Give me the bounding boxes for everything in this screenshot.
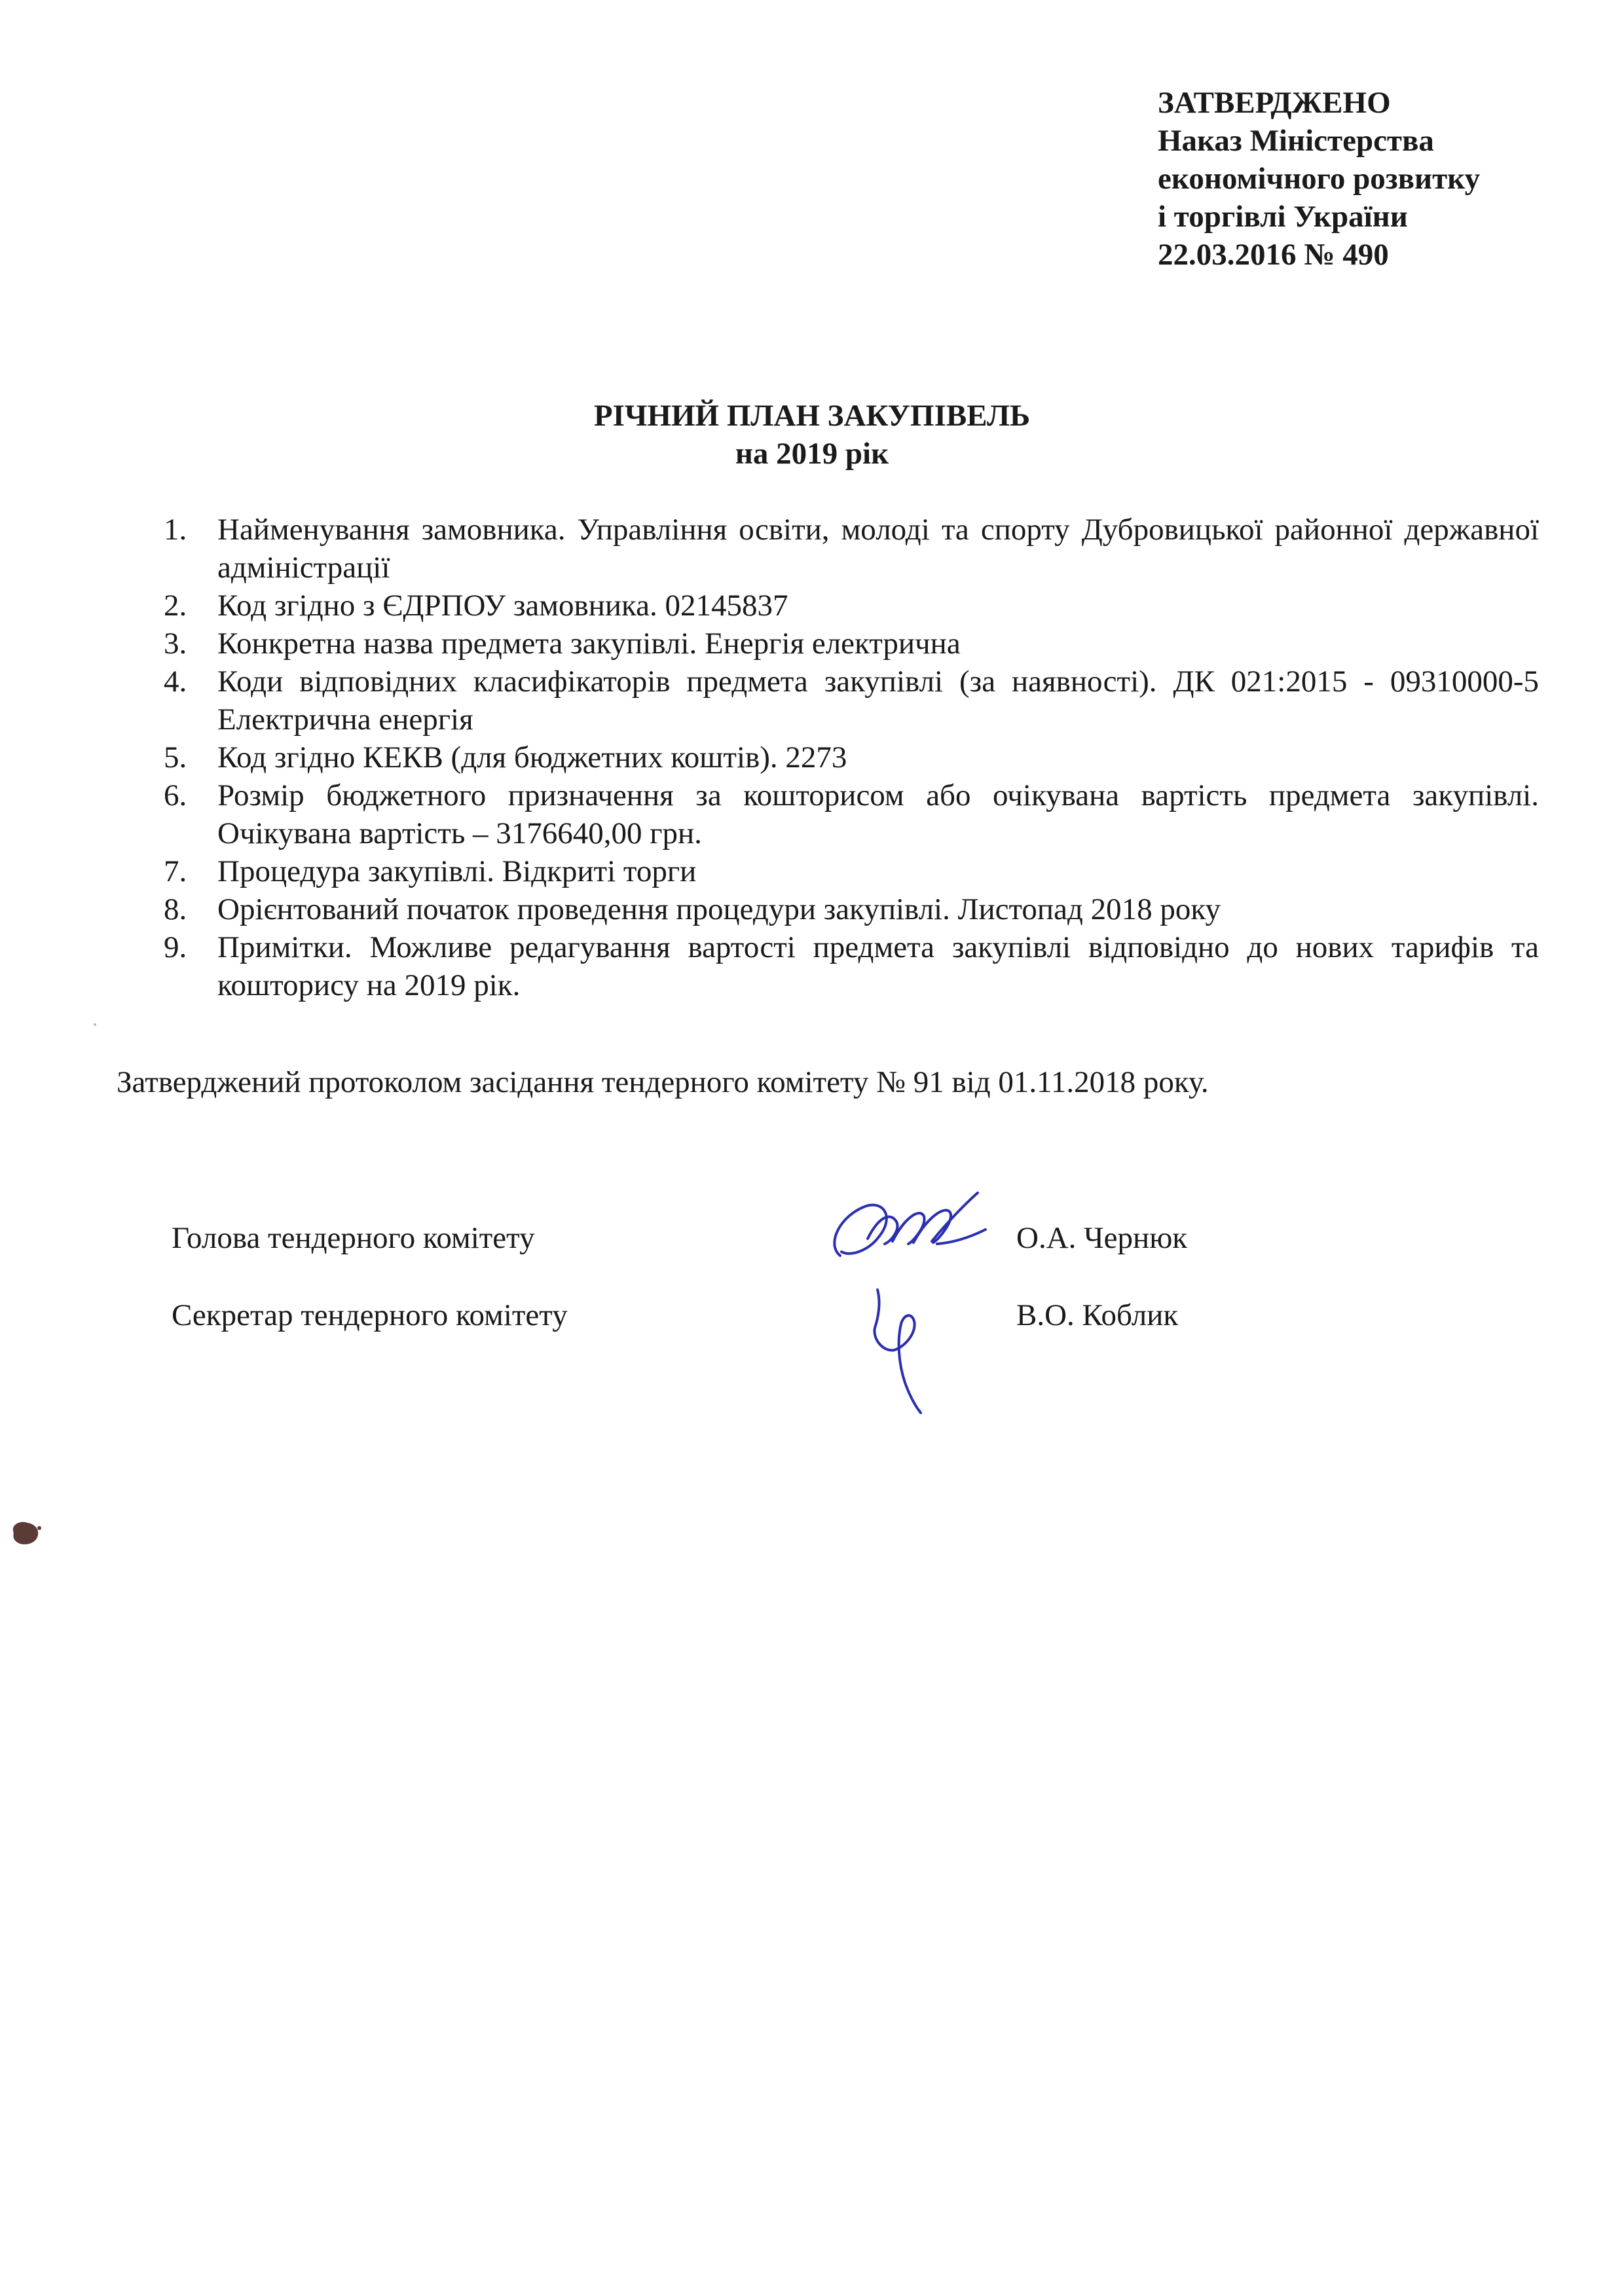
item-text: Коди відповідних класифікаторів предмета закупівлі (за наявності). ДК 021:2015 - 09310000-5 Електрична енергія xyxy=(217,665,1539,737)
item-number: 6. xyxy=(164,778,187,812)
list-item xyxy=(164,852,1539,890)
item-number: 8. xyxy=(164,892,187,926)
plan-items-list xyxy=(164,511,1539,1004)
item-number: 7. xyxy=(164,854,187,888)
item-text: Конкретна назва предмета закупівлі. Енергія електрична xyxy=(217,627,961,661)
item-text: Орієнтований початок проведення процедури закупівлі. Листопад 2018 року xyxy=(217,892,1221,926)
item-number: 4. xyxy=(164,665,187,699)
document-subtitle: на 2019 рік xyxy=(735,437,889,471)
list-item xyxy=(164,928,1539,1004)
item-number: 9. xyxy=(164,930,187,964)
item-number: 1. xyxy=(164,513,187,547)
approval-stamp-block xyxy=(1158,84,1480,274)
list-item xyxy=(164,511,1539,587)
chair-signature xyxy=(822,1178,992,1277)
chair-name: О.А. Чернюк xyxy=(1016,1221,1188,1255)
list-item xyxy=(164,890,1539,928)
item-text: Код згідно з ЄДРПОУ замовника. 02145837 xyxy=(217,589,788,623)
document-title: РІЧНИЙ ПЛАН ЗАКУПІВЕЛЬ xyxy=(593,399,1031,433)
approval-order-line: Наказ Міністерства xyxy=(1158,124,1434,158)
document-title-block xyxy=(0,397,1624,473)
chair-role: Голова тендерного комітету xyxy=(172,1221,535,1255)
approval-ministry-line-2: і торгівлі України xyxy=(1158,200,1408,234)
secretary-name: В.О. Коблик xyxy=(1016,1298,1179,1332)
item-text: Найменування замовника. Управління освіти, молоді та спорту Дубровицької районної державної адміністрації xyxy=(217,513,1539,585)
item-number: 5. xyxy=(164,740,187,774)
approval-ministry-line: економічного розвитку xyxy=(1158,162,1481,196)
secretary-signature xyxy=(858,1285,936,1415)
item-text: Розмір бюджетного призначення за кошторисом або очікувана вартість предмета закупівлі. Очікувана вартість – 3176640,00 грн. xyxy=(217,778,1539,850)
ink-stain-mark xyxy=(8,1518,45,1549)
list-item xyxy=(164,625,1539,663)
item-text: Процедура закупівлі. Відкриті торги xyxy=(217,854,697,888)
approval-date-number: 22.03.2016 № 490 xyxy=(1158,238,1389,272)
item-number: 3. xyxy=(164,627,187,661)
approval-heading: ЗАТВЕРДЖЕНО xyxy=(1158,86,1391,120)
list-item xyxy=(164,738,1539,776)
protocol-statement: Затверджений протоколом засідання тендерного комітету № 91 від 01.11.2018 року. xyxy=(117,1065,1209,1099)
scan-speck-mark xyxy=(92,1021,98,1028)
item-number: 2. xyxy=(164,589,187,623)
list-item xyxy=(164,776,1539,852)
list-item xyxy=(164,587,1539,625)
item-text: Примітки. Можливе редагування вартості предмета закупівлі відповідно до нових тарифів та кошторису на 2019 рік. xyxy=(217,930,1539,1002)
item-text: Код згідно КЕКВ (для бюджетних коштів). 2273 xyxy=(217,740,847,774)
list-item xyxy=(164,663,1539,738)
secretary-role: Секретар тендерного комітету xyxy=(172,1298,568,1332)
